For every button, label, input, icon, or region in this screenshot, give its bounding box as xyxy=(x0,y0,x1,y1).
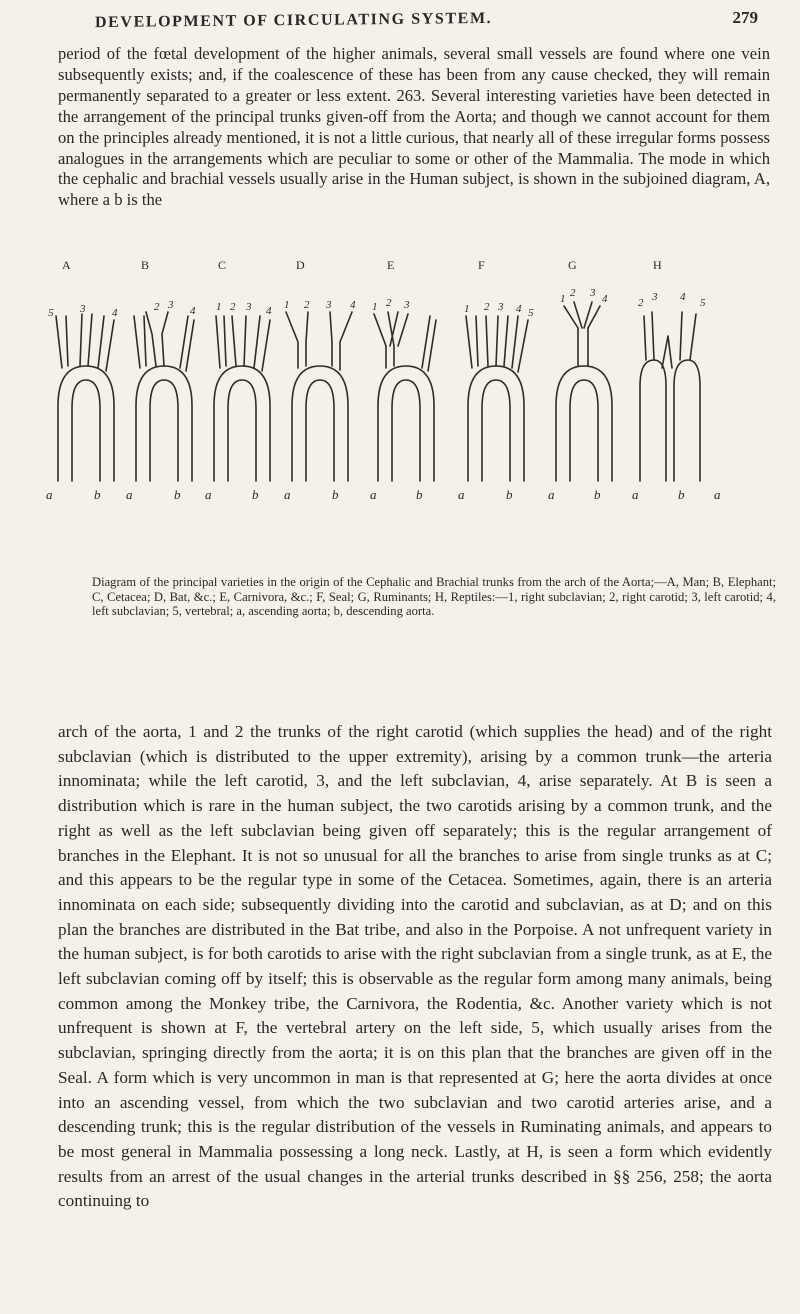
aorta-labels xyxy=(40,487,780,509)
running-head xyxy=(0,6,800,36)
aorta-label: a xyxy=(370,487,377,502)
aorta-label: b xyxy=(174,487,181,502)
page-number: 279 xyxy=(732,8,758,27)
vessel-number: 5 xyxy=(528,307,534,319)
variant-c-arch xyxy=(214,316,270,481)
variant-d-arch xyxy=(286,312,352,481)
aorta-label: b xyxy=(332,487,339,502)
variant-letter-e: E xyxy=(387,258,395,272)
vessel-number: 5 xyxy=(700,297,706,309)
vessel-number: 4 xyxy=(516,303,522,315)
variant-b-arch xyxy=(134,312,194,481)
variant-letter-f: F xyxy=(478,258,486,272)
vessel-number: 3 xyxy=(326,299,332,311)
vessel-number: 2 xyxy=(154,301,160,313)
aorta-label: a xyxy=(458,487,465,502)
aorta-label: b xyxy=(252,487,259,502)
aorta-label: b xyxy=(678,487,685,502)
vessel-number: 4 xyxy=(350,299,356,311)
variant-letter-h: H xyxy=(653,258,663,272)
running-head-title: DEVELOPMENT OF CIRCULATING SYSTEM. xyxy=(95,9,493,32)
vessel-number: 1 xyxy=(464,303,470,315)
aorta-label: a xyxy=(632,487,639,502)
vessel-number: 3 xyxy=(652,291,658,303)
variant-e-arch xyxy=(374,312,436,481)
vessel-number: 2 xyxy=(386,297,392,309)
vessel-number: 1 xyxy=(216,301,222,313)
vessel-number: 3 xyxy=(246,301,252,313)
variant-f-arch xyxy=(466,316,528,481)
variant-letter-c: C xyxy=(218,258,227,272)
variant-g-arch xyxy=(556,302,612,481)
variant-letter-b: B xyxy=(141,258,150,272)
aorta-label: a xyxy=(205,487,212,502)
vessel-number: 4 xyxy=(680,291,686,303)
vessel-number: 3 xyxy=(498,301,504,313)
vessel-number: 2 xyxy=(230,301,236,313)
aorta-label: a xyxy=(714,487,721,502)
variant-a-arch xyxy=(56,314,114,481)
variant-h-arch xyxy=(640,312,700,481)
aorta-label: a xyxy=(548,487,555,502)
aorta-label: a xyxy=(46,487,53,502)
vessel-number: 2 xyxy=(570,287,576,299)
aorta-label: b xyxy=(94,487,101,502)
vessel-number: 4 xyxy=(266,305,272,317)
aorta-label: b xyxy=(416,487,423,502)
vessel-number: 3 xyxy=(80,303,86,315)
vessel-number: 1 xyxy=(372,301,378,313)
variant-letter-a: A xyxy=(62,258,72,272)
vessel-number: 1 xyxy=(560,293,566,305)
vessel-number: 1 xyxy=(284,299,290,311)
top-paragraph: period of the fœtal development of the higher animals, several small vessels are found where one vein subsequently exists; and, if the coalescence of these has been from any cause checked, they will remain permanently separated to a greater or less extent. 263. Several interesting varieties have been detected in the arrangement of the principal trunks given-off from the Aorta; and though we cannot account for them on the principles already mentioned, it is not a little curious, that nearly all of these irregular forms possess analogues in the arrangements which are peculiar to some or other of the Mammalia. The mode in which the cephalic and brachial vessels usually arise in the Human subject, is shown in the subjoined diagram, A, where a b is the xyxy=(58,44,770,210)
aorta-label: a xyxy=(126,487,133,502)
vessel-number: 4 xyxy=(190,305,196,317)
aorta-label: a xyxy=(284,487,291,502)
variant-letter-g: G xyxy=(568,258,578,272)
vessel-diagram-svg xyxy=(40,276,780,491)
vessel-number: 4 xyxy=(602,293,608,305)
aorta-label: b xyxy=(506,487,513,502)
vessel-number: 2 xyxy=(638,297,644,309)
variant-letter-d: D xyxy=(296,258,306,272)
bottom-paragraph: arch of the aorta, 1 and 2 the trunks of the right carotid (which supplies the head) and of the right subclavian (which is distributed to the upper extremity), arising by a common trunk—the arteria innominata; while the left carotid, 3, and the left subclavian, 4, arise separately. At B is seen a distribution which is rare in the human subject, the two carotids arising by a common trunk, and the right as well as the left subclavian being given off separately; this is the regular arrangement of branches in the Elephant. It is not so unusual for all the branches to arise from single trunks as at C; and this appears to be the regular type in some of the Cetacea. Sometimes, again, there is an arteria innominata on each side; subsequently dividing into the carotid and subclavian, as at D; and on this plan the branches are distributed in the Bat tribe, and also in the Porpoise. A not unfrequent variety in the human subject, is for both carotids to arise with the right subclavian from a single trunk, as at E, the left subclavian coming off by itself; this is observable as the regular form among many animals, being common among the Monkey tribe, the Carnivora, the Rodentia, &c. Another variety which is not unfrequent is shown at F, the vertebral artery on the left side, 5, which usually arises from the subclavian, springing directly from the aorta; it is on this plan that the branches are given off in the Seal. A form which is very uncommon in man is that represented at G; here the aorta divides at once into an ascending vessel, from which the two subclavian and two carotid arteries arise, and a descending trunk; this is the regular distribution of the vessels in Ruminating animals, and appears to be most general in Mammalia possessing a long neck. Lastly, at H, is seen a form which evidently results from an arrest of the usual changes in the arterial trunks described in §§ 256, 258; the aorta continuing to xyxy=(58,722,772,1211)
vessel-number: 2 xyxy=(304,299,310,311)
vessel-number: 3 xyxy=(168,299,174,311)
vessel-number: 3 xyxy=(590,287,596,299)
vessel-number: 2 xyxy=(484,301,490,313)
figure-caption: Diagram of the principal varieties in the origin of the Cephalic and Brachial trunks from the arch of the Aorta;—A, Man; B, Elephant; C, Cetacea; D, Bat, &c.; E, Carnivora, &c.; F, Seal; G, Ruminants; H, Reptiles:—1, right subclavian; 2, right carotid; 3, left carotid; 4, left subclavian; 5, vertebral; a, ascending aorta; b, descending aorta. xyxy=(92,575,776,619)
vessel-number: 5 xyxy=(48,307,54,319)
vessel-number: 3 xyxy=(404,299,410,311)
aorta-label: b xyxy=(594,487,601,502)
aortic-arch-diagram xyxy=(40,258,780,588)
vessel-number: 4 xyxy=(112,307,118,319)
